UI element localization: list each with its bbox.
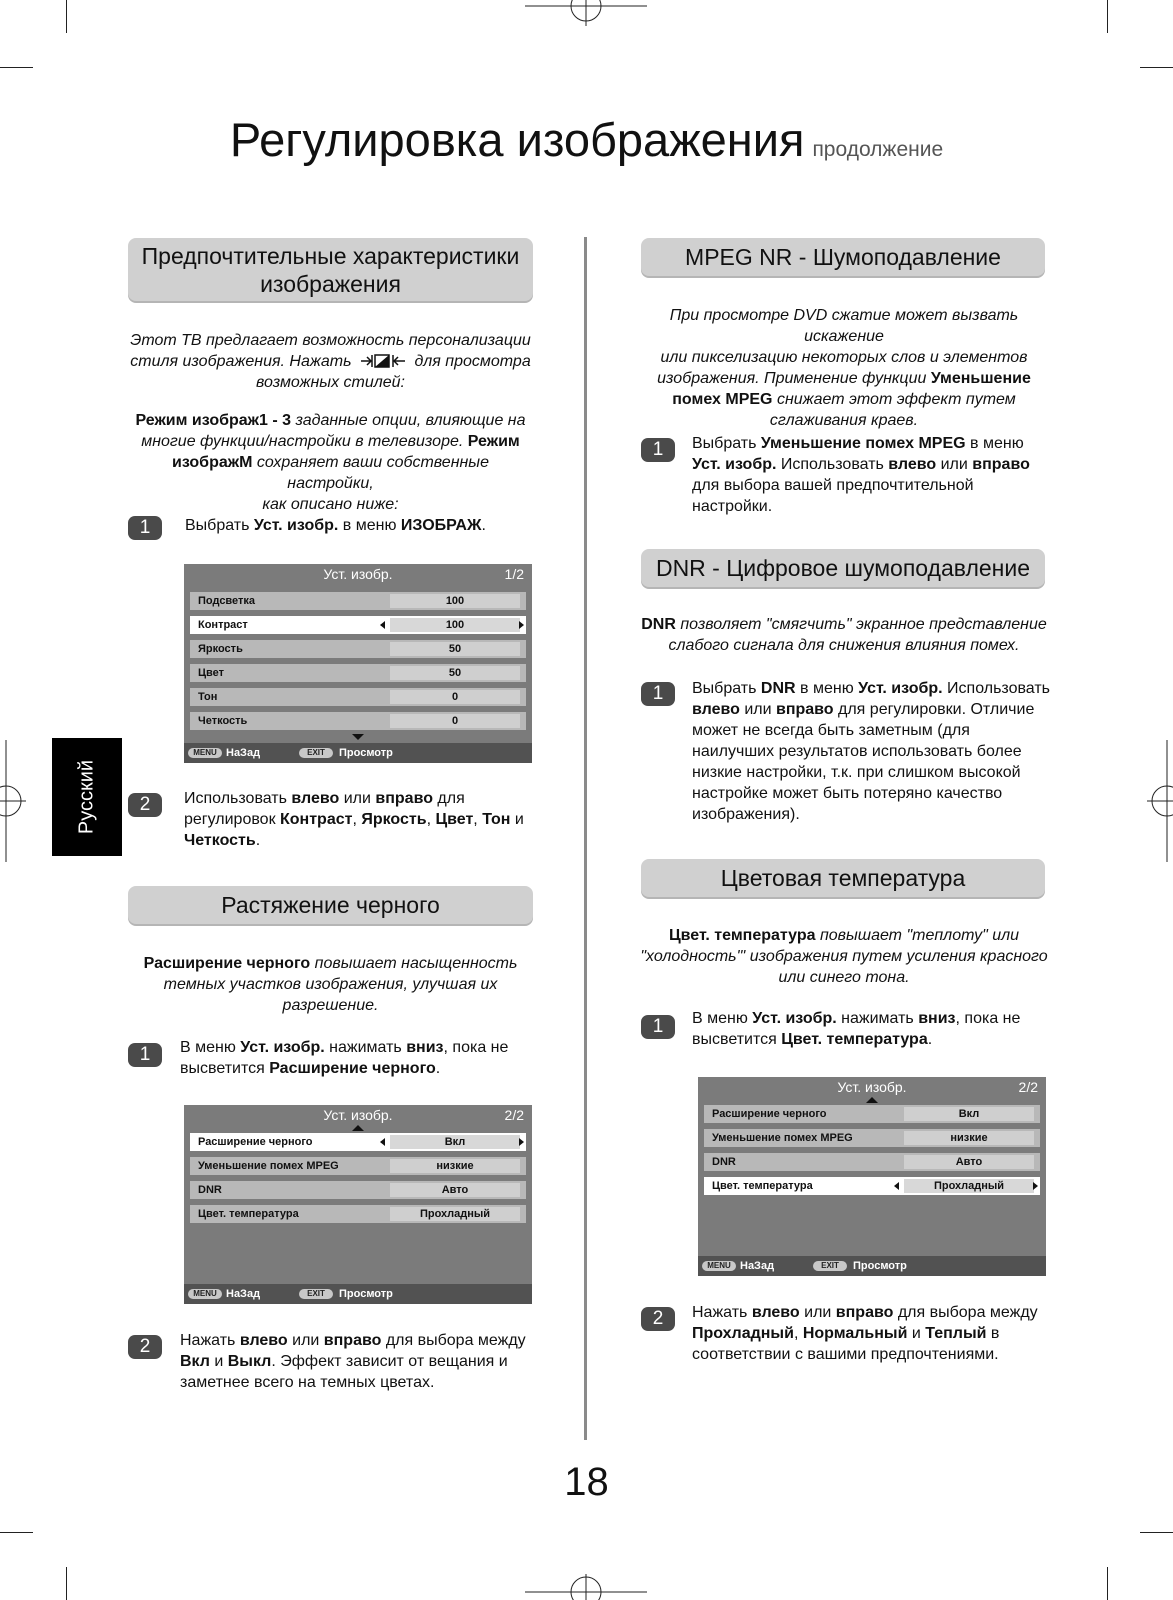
step-line: изображения). (692, 806, 800, 823)
intro-line: или пикселизацию некоторых слов и элементов (660, 349, 1028, 366)
step-number: 2 (641, 1307, 675, 1331)
page-number: 18 (564, 1460, 609, 1504)
row-label: Цвет. температура (712, 1180, 813, 1192)
row-value: Авто (904, 1155, 1034, 1169)
desc-text: многие функции/настройки в телевизоре. (141, 433, 464, 450)
osd-menu-row[interactable] (704, 1129, 1040, 1147)
intro-line (628, 925, 1060, 946)
step-text-bold: Контраст (280, 811, 353, 828)
page-title-continued: продолжение (812, 138, 944, 161)
step-text (185, 515, 535, 536)
language-tab (52, 738, 122, 856)
arrow-right-icon (519, 1138, 524, 1146)
osd-menu-header (698, 1077, 1046, 1097)
step-text-bold: вправо (775, 701, 834, 718)
osd-menu-title: Уст. изобр. (323, 566, 393, 582)
step-text-part: . Эффект зависит от вещания и (271, 1353, 508, 1370)
osd-menu-footer (184, 743, 532, 763)
column-divider (584, 237, 587, 1440)
desc-line (128, 410, 533, 431)
arrow-left-icon (380, 1138, 385, 1146)
osd-menu-picture-settings-2 (184, 1105, 532, 1304)
step-text-part: в меню (965, 435, 1024, 452)
osd-menu-header (184, 1105, 532, 1125)
section-description (128, 410, 533, 515)
osd-menu-row[interactable] (190, 1205, 526, 1223)
section-intro (128, 330, 533, 393)
step-text-bold: влево (888, 456, 937, 473)
step-line: настройки. (692, 498, 773, 515)
heading-text: Цветовая температура (720, 865, 966, 891)
step-text (692, 433, 1067, 517)
crop-mark (1107, 1567, 1108, 1600)
step-text-part: для (432, 790, 465, 807)
step-number: 2 (128, 793, 162, 817)
row-value: 100 (390, 594, 520, 608)
row-label: Расширение черного (198, 1136, 313, 1148)
step-line (180, 1351, 540, 1372)
section-heading-color-temperature (641, 859, 1045, 897)
osd-menu-title: Уст. изобр. (323, 1107, 393, 1123)
desc-bold: Режим (467, 433, 520, 450)
osd-menu-row[interactable] (190, 664, 526, 682)
intro-line: Этот ТВ предлагает возможность персонализации (130, 332, 531, 349)
crop-mark (1107, 0, 1108, 33)
step-text-bold: Цвет. температура (781, 1031, 928, 1048)
step-text-bold: Выкл (227, 1353, 272, 1370)
arrow-left-icon (380, 621, 385, 629)
page-title-main: Регулировка изображения (229, 113, 805, 166)
step-line: наилучших результатов использовать более (692, 743, 1022, 760)
step-text-part: . (255, 832, 261, 849)
step-number: 1 (128, 1043, 162, 1067)
intro-text: повышает насыщенность (314, 955, 518, 972)
step-text-part: или (287, 1332, 324, 1349)
step-text (180, 1037, 535, 1079)
arrow-right-icon (519, 621, 524, 629)
step-text-bold: влево (692, 701, 740, 718)
desc-line (128, 431, 533, 452)
step-line: заметнее всего на темных цветах. (180, 1374, 435, 1391)
step-text (180, 1330, 540, 1393)
step-number: 1 (128, 516, 162, 540)
step-text-part: , (793, 1325, 803, 1342)
desc-text: сохраняет ваши собственные настройки, (256, 454, 489, 492)
section-heading-picture-preferences (128, 238, 533, 301)
step-text-part: для регулировки. Отличие (833, 701, 1035, 718)
view-label: Просмотр (339, 747, 393, 759)
step-text-part: В меню (692, 1010, 753, 1027)
intro-line (628, 614, 1060, 635)
step-text (692, 1008, 1067, 1050)
step-text-part: и (510, 811, 524, 828)
intro-line: возможных стилей: (255, 374, 405, 391)
heading-text: DNR - Цифровое шумоподавление (655, 555, 1031, 581)
step-text-part: , пока не (955, 1010, 1021, 1027)
registration-mark (525, 0, 647, 26)
crop-mark (66, 0, 67, 33)
section-heading-mpeg-nr (641, 238, 1045, 276)
step-text-bold: Яркость (361, 811, 427, 828)
step-text-bold: DNR (760, 680, 796, 697)
row-value: 50 (390, 642, 520, 656)
intro-line (128, 953, 533, 974)
row-label: DNR (198, 1184, 222, 1196)
menu-key: MENU (702, 1261, 736, 1271)
step-text-bold: Уст. изобр. (240, 1039, 325, 1056)
step-text-part: Нажать (180, 1332, 240, 1349)
step-text-part: , (473, 811, 483, 828)
step-text-part: , пока не (443, 1039, 509, 1056)
step-text-part: и (907, 1325, 926, 1342)
step-text-bold: Уст. изобр. (858, 680, 943, 697)
row-value: 100 (390, 618, 520, 632)
row-value: Вкл (390, 1135, 520, 1149)
exit-key: EXIT (299, 748, 333, 758)
osd-menu-row[interactable] (190, 712, 526, 730)
step-text-part: в (986, 1325, 1000, 1342)
row-label: Цвет. температура (198, 1208, 299, 1220)
step-number: 1 (641, 1015, 675, 1039)
step-line (692, 1029, 1067, 1050)
osd-menu-page: 1/2 (504, 566, 524, 582)
step-text-part: . (481, 517, 486, 534)
step-text-part: для выбора между (381, 1332, 526, 1349)
crop-mark (0, 1532, 33, 1533)
step-text-bold: вниз (918, 1010, 956, 1027)
step-text-bold: вправо (375, 790, 433, 807)
crop-mark (1140, 1532, 1173, 1533)
step-text-part: Использовать (942, 680, 1050, 697)
registration-mark (525, 1574, 647, 1600)
step-text-part: , (352, 811, 362, 828)
desc-line (128, 452, 533, 494)
step-text-part: или (739, 701, 776, 718)
osd-menu-page: 2/2 (1018, 1079, 1038, 1095)
step-line (184, 809, 539, 830)
step-text-part: или (936, 456, 973, 473)
menu-key: MENU (188, 748, 222, 758)
intro-line: слабого сигнала для снижения влияния помех. (668, 637, 1020, 654)
osd-menu-row-selected[interactable] (704, 1177, 1040, 1195)
section-heading-black-stretch (128, 886, 533, 924)
step-text-bold: влево (751, 1304, 800, 1321)
step-line (692, 678, 1072, 699)
step-text-bold: ИЗОБРАЖ (400, 517, 482, 534)
step-text-part: Нажать (692, 1304, 752, 1321)
section-intro (128, 953, 533, 1016)
intro-text: позволяет "смягчить" экранное представление (680, 616, 1047, 633)
osd-menu-row[interactable] (190, 640, 526, 658)
step-text-part: Использовать (184, 790, 292, 807)
step-text-part: Использовать (776, 456, 889, 473)
osd-menu-row-selected[interactable] (190, 616, 526, 634)
intro-bold: помех MPEG (672, 391, 773, 408)
picture-mode-icon (360, 354, 406, 368)
row-label: Четкость (198, 715, 248, 727)
step-text-part: в меню (338, 517, 401, 534)
step-text-bold: Прохладный (692, 1325, 794, 1342)
step-text-bold: Уменьшение помех MPEG (760, 435, 966, 452)
scroll-up-icon (866, 1097, 878, 1103)
osd-menu-row-selected[interactable] (190, 1133, 526, 1151)
step-text-part: для выбора между (893, 1304, 1038, 1321)
intro-line (628, 368, 1060, 389)
view-label: Просмотр (853, 1260, 907, 1272)
row-label: Цвет (198, 667, 225, 679)
intro-text: снижает этот эффект путем (776, 391, 1016, 408)
step-line (692, 1323, 1067, 1344)
intro-bold: Расширение черного (143, 955, 311, 972)
row-value: Авто (390, 1183, 520, 1197)
step-text-part: В меню (180, 1039, 241, 1056)
step-text-part: или (799, 1304, 836, 1321)
intro-text: для просмотра (414, 353, 531, 370)
row-label: Уменьшение помех MPEG (198, 1160, 339, 1172)
page-title (0, 112, 1173, 167)
osd-menu-footer (184, 1284, 532, 1304)
step-text-bold: Уст. изобр. (692, 456, 777, 473)
row-value: 0 (390, 690, 520, 704)
intro-line: "холодность"' изображения путем усиления красного (640, 948, 1048, 965)
language-tab-label: Русский (75, 759, 98, 835)
osd-menu-row[interactable] (190, 1157, 526, 1175)
exit-key: EXIT (813, 1261, 847, 1271)
osd-menu-title: Уст. изобр. (837, 1079, 907, 1095)
osd-menu-picture-settings-1 (184, 564, 532, 763)
step-text-bold: Уст. изобр. (752, 1010, 837, 1027)
step-line: для выбора вашей предпочтительной (692, 477, 974, 494)
step-text-part: Выбрать (185, 517, 254, 534)
crop-mark (0, 67, 33, 68)
row-label: Яркость (198, 643, 243, 655)
step-text-bold: Уст. изобр. (253, 517, 339, 534)
back-label: НаЗад (226, 1288, 261, 1300)
step-line (692, 1008, 1067, 1029)
osd-menu-row[interactable] (190, 592, 526, 610)
step-text (692, 678, 1072, 825)
section-heading-dnr (641, 549, 1045, 587)
row-value: Вкл (904, 1107, 1034, 1121)
step-text-bold: Тон (482, 811, 511, 828)
osd-menu-row[interactable] (190, 1181, 526, 1199)
intro-text: повышает "теплоту" или (819, 927, 1020, 944)
step-text-bold: Цвет (435, 811, 474, 828)
scroll-up-icon (352, 1125, 364, 1131)
heading-line: изображения (260, 271, 401, 297)
scroll-down-icon (352, 734, 364, 740)
step-text-bold: Нормальный (802, 1325, 908, 1342)
intro-bold: DNR (641, 616, 676, 633)
intro-line: темных участков изображения, улучшая их (163, 976, 498, 993)
menu-key: MENU (188, 1289, 222, 1299)
step-text-bold: вниз (406, 1039, 444, 1056)
step-text-part: или (339, 790, 376, 807)
step-text-bold: влево (291, 790, 340, 807)
intro-line: или синего тона. (778, 969, 910, 986)
step-text-part: нажимать (324, 1039, 407, 1056)
osd-menu-row[interactable] (190, 688, 526, 706)
registration-mark (1147, 740, 1173, 862)
step-text (692, 1302, 1067, 1365)
step-line (180, 1330, 540, 1351)
step-text-part: . (927, 1031, 933, 1048)
step-text-part: высветится (692, 1031, 782, 1048)
row-label: DNR (712, 1156, 736, 1168)
osd-menu-row[interactable] (704, 1105, 1040, 1123)
osd-menu-page: 2/2 (504, 1107, 524, 1123)
step-line (692, 454, 1067, 475)
step-line (692, 699, 1072, 720)
row-label: Подсветка (198, 595, 256, 607)
intro-line: сглаживания краев. (769, 412, 919, 429)
osd-menu-picture-settings-3 (698, 1077, 1046, 1276)
desc-text: заданные опции, влияющие на (295, 412, 526, 429)
registration-mark (0, 740, 26, 862)
view-label: Просмотр (339, 1288, 393, 1300)
step-text-bold: Вкл (180, 1353, 210, 1370)
step-text-part: Выбрать (692, 435, 761, 452)
osd-menu-footer (698, 1256, 1046, 1276)
heading-line: Предпочтительные характеристики (141, 243, 520, 269)
step-text-part: и (209, 1353, 228, 1370)
crop-mark (1140, 67, 1173, 68)
intro-line (628, 389, 1060, 410)
step-text-bold: Теплый (925, 1325, 987, 1342)
step-line: настройке может быть потеряно качество (692, 785, 1003, 802)
step-line (692, 433, 1067, 454)
step-text-bold: Расширение черного (269, 1060, 436, 1077)
step-text-bold: влево (239, 1332, 288, 1349)
desc-bold: изображМ (172, 454, 253, 471)
desc-line: как описано ниже: (262, 496, 399, 513)
back-label: НаЗад (740, 1260, 775, 1272)
step-line: низкие настройки, т.к. при слишком высокой (692, 764, 1021, 781)
step-text-part: , (426, 811, 436, 828)
intro-line: При просмотре DVD сжатие может вызвать искажение (669, 307, 1019, 345)
step-text-bold: вправо (323, 1332, 382, 1349)
step-line: может не всегда быть заметным (для (692, 722, 970, 739)
arrow-left-icon (894, 1182, 899, 1190)
step-text-part: высветится (180, 1060, 270, 1077)
back-label: НаЗад (226, 747, 261, 759)
row-value: Прохладный (904, 1179, 1034, 1193)
crop-mark (66, 1567, 67, 1600)
step-line (692, 1302, 1067, 1323)
step-text-part: . (435, 1060, 441, 1077)
step-text-bold: вправо (835, 1304, 894, 1321)
row-value: низкие (390, 1159, 520, 1173)
intro-text: стиля изображения. Нажать (130, 353, 352, 370)
section-intro (628, 925, 1060, 988)
step-text-part: Выбрать (692, 680, 761, 697)
step-text-part: в меню (795, 680, 859, 697)
row-label: Тон (198, 691, 218, 703)
desc-bold: Режим изображ1 - 3 (135, 412, 291, 429)
step-text-part: нажимать (836, 1010, 919, 1027)
row-label: Контраст (198, 619, 248, 631)
step-line (180, 1058, 535, 1079)
row-label: Уменьшение помех MPEG (712, 1132, 853, 1144)
step-number: 1 (641, 682, 675, 706)
step-line (180, 1037, 535, 1058)
osd-menu-header (184, 564, 532, 584)
exit-key: EXIT (299, 1289, 333, 1299)
intro-text: изображения. Применение функции (657, 370, 927, 387)
step-text-part: регулировок (184, 811, 281, 828)
osd-menu-row[interactable] (704, 1153, 1040, 1171)
step-text (184, 788, 539, 851)
step-number: 2 (128, 1335, 162, 1359)
intro-bold: Цвет. температура (668, 927, 816, 944)
intro-line (128, 351, 533, 372)
intro-line: разрешение. (282, 997, 379, 1014)
step-line: соответствии с вашими предпочтениями. (692, 1346, 999, 1363)
step-line (184, 830, 539, 851)
step-text-bold: Четкость (184, 832, 256, 849)
row-label: Расширение черного (712, 1108, 827, 1120)
row-value: 50 (390, 666, 520, 680)
step-number: 1 (641, 438, 675, 462)
step-text-bold: вправо (972, 456, 1030, 473)
heading-text: Растяжение черного (221, 892, 440, 918)
row-value: низкие (904, 1131, 1034, 1145)
intro-bold: Уменьшение (930, 370, 1031, 387)
step-line (184, 788, 539, 809)
row-value: Прохладный (390, 1207, 520, 1221)
row-value: 0 (390, 714, 520, 728)
section-intro (628, 305, 1060, 431)
heading-text: MPEG NR - Шумоподавление (685, 244, 1001, 270)
arrow-right-icon (1033, 1182, 1038, 1190)
section-intro (628, 614, 1060, 656)
